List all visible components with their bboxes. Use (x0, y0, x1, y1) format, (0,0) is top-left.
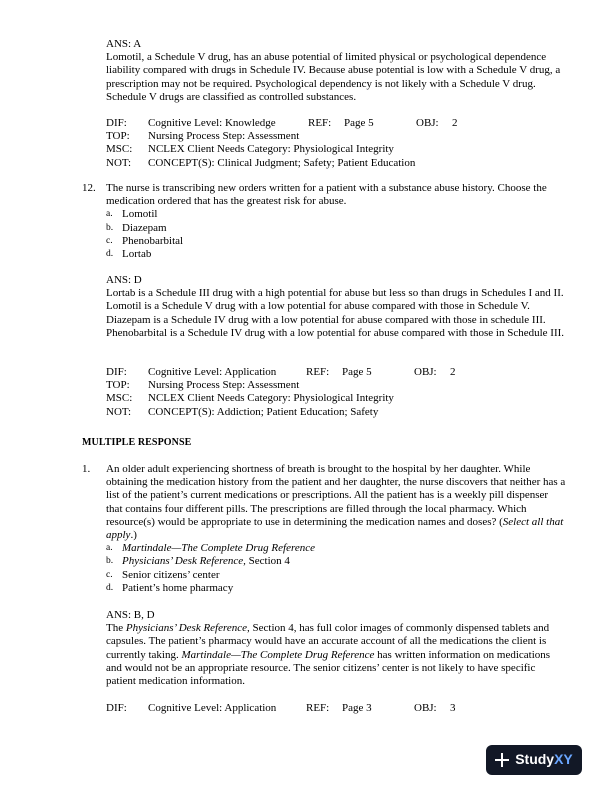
question-stem: The nurse is transcribing new orders written for a patient with a substance abuse history. Choose the medication ordered that has the greatest risk for abuse. (106, 182, 547, 208)
question-number: 1. (82, 463, 91, 475)
rationale: Lortab is a Schedule III drug with a high potential for abuse but less so than drugs in Schedules I and II. Lomotil is a Schedule V drug with a low potential for abuse compared with those in Schedule V. Diazepam is a Schedule IV drug with a low potential for abuse compared with those in schedule III. Phenobarbital is a Schedule IV drug with a low potential for abuse compared with those in Schedule III. (106, 287, 565, 339)
obj-label: OBJ: (414, 702, 437, 714)
answer-key: ANS: D (106, 274, 142, 286)
q12-metadata (106, 366, 566, 419)
dif-value: Cognitive Level: Application (148, 366, 277, 378)
multiple-response-question-1 (106, 463, 566, 595)
option-c: c. Phenobarbital (106, 234, 184, 247)
mr1-metadata (106, 702, 566, 715)
option-d: d. Patient’s home pharmacy (106, 581, 234, 594)
section-title: MULTIPLE RESPONSE (82, 437, 192, 448)
option-a: a. Martindale—The Complete Drug Reference (106, 542, 315, 555)
q11-answer (106, 38, 566, 104)
top-label: TOP: (106, 379, 130, 392)
rationale: Lomotil, a Schedule V drug, has an abuse potential of limited physical or psychological dependence liability compared with drugs in Schedule IV. Because abuse potential is low with a Schedule V drug, a prescription may not be required. Psychological dependency is not likely with a Schedule V drug. Schedule V drugs are classified as controlled substances. (106, 51, 561, 103)
msc-value: NCLEX Client Needs Category: Physiological Integrity (148, 143, 394, 156)
answer-key: ANS: A (106, 38, 142, 50)
msc-label: MSC: (106, 392, 133, 405)
q11-metadata (106, 117, 566, 170)
ref-value: Page 5 (342, 366, 372, 378)
obj-value: 2 (452, 117, 458, 129)
option-b: b. Diazepam (106, 221, 167, 234)
top-value: Nursing Process Step: Assessment (148, 130, 300, 143)
not-label: NOT: (106, 405, 132, 418)
q12-answer (106, 274, 566, 340)
question-stem: An older adult experiencing shortness of breath is brought to the hospital by her daughter. While obtaining the medication history from the patient and her daughter, the nurse discovers that neither has a list of the patient’s current medications or prescriptions. All the patient has is a weekly pill dispenser that contains four different pills. The prescriptions are filled through the local pharmacy. Which resource(s) would be appropriate to use in determining the medication names and doses? (Select all that apply.) (106, 463, 566, 542)
obj-value: 3 (450, 702, 456, 714)
option-a: a. Lomotil (106, 208, 158, 221)
ref-value: Page 3 (342, 702, 372, 714)
brand-logo: StudyXY (515, 751, 573, 768)
dif-label: DIF: (106, 117, 127, 129)
obj-value: 2 (450, 366, 456, 378)
question-12 (106, 182, 566, 261)
ref-label: REF: (308, 117, 332, 129)
dif-label: DIF: (106, 366, 127, 378)
option-c: c. Senior citizens’ center (106, 568, 220, 581)
not-value: CONCEPT(S): Clinical Judgment; Safety; Patient Education (148, 156, 416, 169)
top-value: Nursing Process Step: Assessment (148, 379, 300, 392)
ref-label: REF: (306, 702, 330, 714)
answer-key: ANS: B, D (106, 609, 155, 621)
msc-value: NCLEX Client Needs Category: Physiological Integrity (148, 392, 394, 405)
studyxy-badge[interactable] (486, 745, 582, 775)
dif-value: Cognitive Level: Application (148, 702, 277, 714)
not-value: CONCEPT(S): Addiction; Patient Education; Safety (148, 405, 379, 418)
option-b: b. Physicians’ Desk Reference, Section 4 (106, 555, 290, 568)
dif-label: DIF: (106, 702, 127, 714)
obj-label: OBJ: (416, 117, 439, 129)
msc-label: MSC: (106, 143, 133, 156)
top-label: TOP: (106, 130, 130, 143)
rationale: The Physicians’ Desk Reference, Section 4, has full color images of commonly dispensed tablets and capsules. The patient’s pharmacy would have an accurate account of all the medications the client is currently taking. Martindale—The Complete Drug Reference has written information on medications and would not be an appropriate resource. The senior citizens’ center is not likely to have specific patient medication information. (106, 622, 551, 688)
question-number: 12. (82, 182, 96, 194)
ref-value: Page 5 (344, 117, 374, 129)
dif-value: Cognitive Level: Knowledge (148, 117, 276, 129)
mr1-answer (106, 609, 566, 688)
not-label: NOT: (106, 156, 132, 169)
plus-icon (495, 753, 509, 767)
option-d: d. Lortab (106, 248, 152, 261)
obj-label: OBJ: (414, 366, 437, 378)
ref-label: REF: (306, 366, 330, 378)
